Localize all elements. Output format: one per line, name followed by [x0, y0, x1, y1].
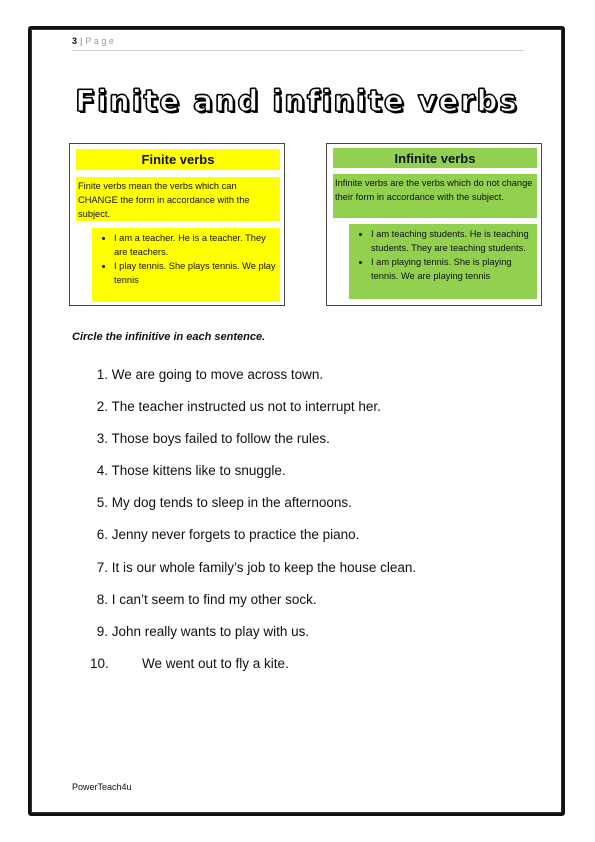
question-item: [90, 526, 416, 558]
question-text: It is our whole family’s job to keep the house clean.: [111, 559, 417, 575]
infinite-definition: Infinite verbs are the verbs which do not change their form in accordance with the subject.: [333, 174, 537, 218]
worksheet-title: Finite and infinite verbs: [75, 84, 519, 118]
finite-examples: [92, 228, 280, 302]
question-item: [90, 591, 416, 623]
question-list: [90, 366, 416, 687]
question-number: 7.: [96, 559, 108, 575]
infinite-heading: Infinite verbs: [333, 148, 537, 168]
question-item: [90, 559, 416, 591]
infinite-example: • I am teaching students. He is teaching students. They are teaching students.: [371, 227, 533, 255]
question-item: [90, 623, 416, 655]
question-text: Jenny never forgets to practice the piano.: [111, 527, 360, 543]
question-number: 5.: [96, 495, 108, 511]
question-item: [90, 366, 416, 398]
finite-example: • I play tennis. She plays tennis. We play tennis: [114, 259, 276, 287]
question-number: 9.: [96, 623, 108, 639]
question-number: 4.: [96, 463, 108, 479]
question-number: 6.: [96, 527, 108, 543]
question-item: [90, 494, 416, 526]
infinite-examples: [349, 224, 537, 299]
finite-verbs-box: [69, 143, 285, 306]
question-text: The teacher instructed us not to interrupt her.: [111, 399, 381, 415]
question-item: [90, 462, 416, 494]
question-number: 1.: [96, 367, 108, 382]
page-word: Page: [85, 36, 117, 46]
finite-heading: Finite verbs: [76, 149, 280, 170]
question-text: Those boys failed to follow the rules.: [111, 431, 330, 447]
question-text: We went out to fly a kite.: [142, 655, 289, 671]
question-text: John really wants to play with us.: [111, 623, 310, 639]
question-item: [90, 430, 416, 462]
infinite-verbs-box: [326, 143, 542, 306]
page-separator: |: [80, 36, 83, 46]
footer-brand: PowerTeach4u: [72, 782, 132, 792]
page-number: 3: [72, 36, 78, 46]
page-header: [72, 36, 524, 51]
question-text: I can’t seem to find my other sock.: [111, 591, 317, 607]
question-text: Those kittens like to snuggle.: [111, 463, 286, 479]
instruction: Circle the infinitive in each sentence.: [72, 331, 266, 343]
question-number: 2.: [96, 399, 108, 415]
finite-definition: Finite verbs mean the verbs which can CHANGE the form in accordance with the subject.: [76, 177, 280, 221]
infinite-example: • I am playing tennis. She is playing tennis. We are playing tennis: [371, 255, 533, 283]
question-item: [90, 398, 416, 430]
question-number: 8.: [96, 591, 108, 607]
question-item: [90, 655, 416, 687]
question-text: My dog tends to sleep in the afternoons.: [111, 495, 352, 511]
question-text: We are going to move across town.: [111, 367, 324, 382]
finite-example: • I am a teacher. He is a teacher. They are teachers.: [114, 231, 276, 259]
question-number: 10.: [90, 655, 109, 671]
question-number: 3.: [96, 431, 108, 447]
